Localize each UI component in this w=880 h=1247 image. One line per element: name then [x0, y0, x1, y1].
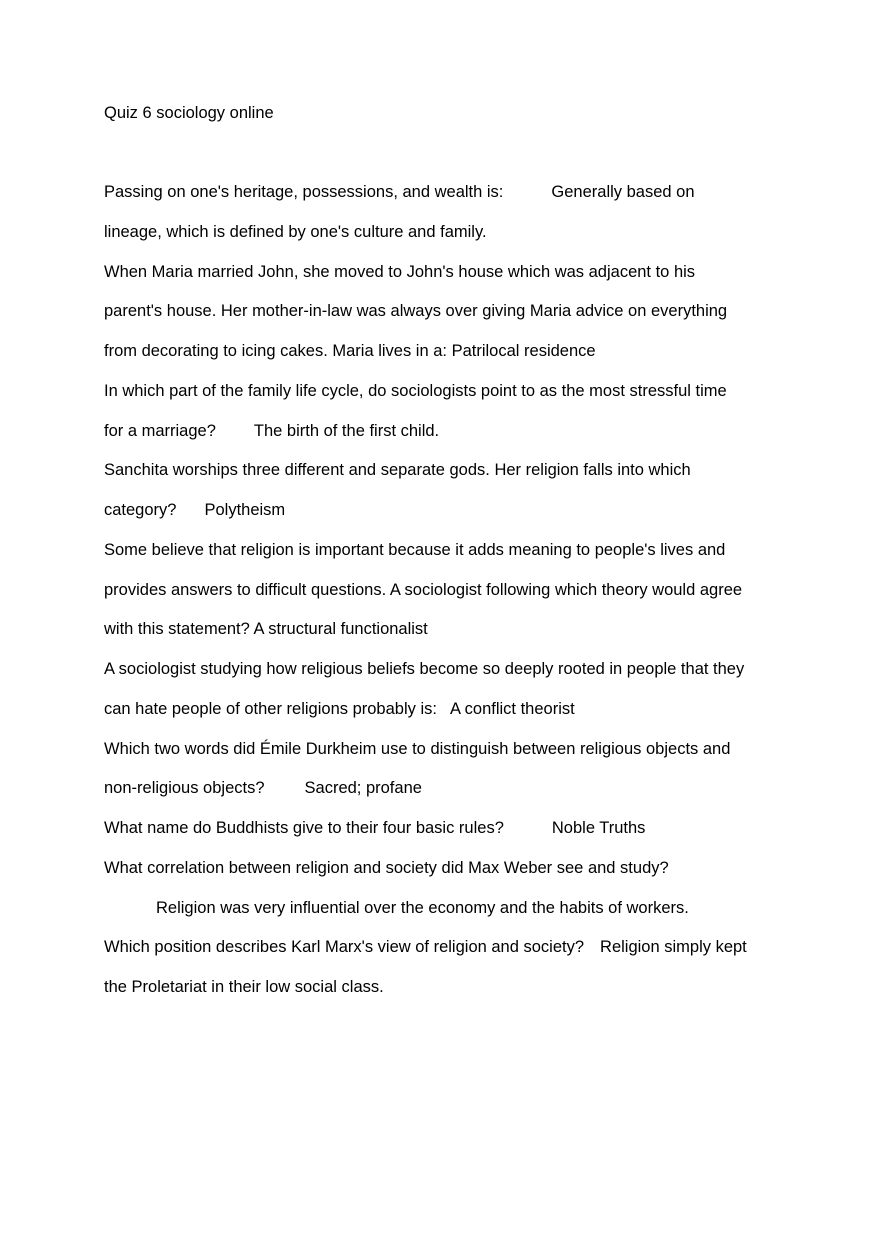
- qa-line: [104, 451, 794, 491]
- qa-line: [104, 213, 794, 253]
- qa-line: [104, 372, 794, 412]
- answer-text: Generally based on: [551, 183, 695, 201]
- question-text: Which two words did Émile Durkheim use to distinguish between religious objects and: [104, 739, 731, 758]
- answer-text: Polytheism: [204, 501, 286, 519]
- answer-text: the Proletariat in their low social class.: [104, 978, 384, 996]
- answer-text: A structural functionalist: [253, 620, 428, 639]
- qa-line: [104, 253, 794, 293]
- question-text: When Maria married John, she moved to John's house which was adjacent to his: [104, 262, 696, 281]
- answer-text: Religion simply kept: [600, 938, 747, 957]
- qa-line: [104, 809, 794, 849]
- question-text: What name do Buddhists give to their four basic rules?: [104, 819, 504, 837]
- quiz-body: [104, 173, 794, 1008]
- answer-text: The birth of the first child.: [253, 421, 440, 440]
- question-text: parent's house. Her mother-in-law was always over giving Maria advice on everything: [104, 302, 728, 321]
- page-title: Quiz 6 sociology online: [104, 104, 274, 122]
- question-text: with this statement?: [104, 620, 250, 639]
- qa-line: [104, 412, 794, 452]
- qa-line: [104, 889, 794, 929]
- answer-text: Patrilocal residence: [451, 342, 596, 360]
- qa-line: [104, 491, 794, 531]
- qa-line: [104, 332, 794, 372]
- answer-text: Noble Truths: [551, 819, 646, 837]
- answer-text: A conflict theorist: [449, 699, 575, 718]
- question-text: non-religious objects?: [104, 779, 265, 798]
- qa-line: [104, 173, 794, 213]
- qa-line: [104, 650, 794, 690]
- question-text: from decorating to icing cakes. Maria lives in a:: [104, 342, 447, 360]
- question-text: category?: [104, 501, 177, 519]
- question-text: A sociologist studying how religious beliefs become so deeply rooted in people that they: [104, 660, 745, 678]
- qa-line: [104, 610, 794, 650]
- qa-line: [104, 571, 794, 611]
- question-text: In which part of the family life cycle, do sociologists point to as the most stressful time: [104, 381, 727, 400]
- answer-text: lineage, which is defined by one's culture and family.: [104, 222, 487, 241]
- question-text: provides answers to difficult questions. A sociologist following which theory would agree: [104, 580, 743, 599]
- question-text: What correlation between religion and society did Max Weber see and study?: [104, 858, 669, 877]
- qa-line: [104, 730, 794, 770]
- question-text: Which position describes Karl Marx's view of religion and society?: [104, 938, 585, 957]
- qa-line: [104, 769, 794, 809]
- qa-line: [104, 292, 794, 332]
- qa-line: [104, 928, 794, 968]
- question-text: for a marriage?: [104, 421, 216, 440]
- question-text: Some believe that religion is important because it adds meaning to people's lives and: [104, 540, 726, 559]
- qa-line: [104, 849, 794, 889]
- qa-line: [104, 968, 794, 1008]
- answer-text: Religion was very influential over the economy and the habits of workers.: [156, 898, 689, 917]
- qa-line: [104, 531, 794, 571]
- question-text: can hate people of other religions probably is:: [104, 699, 437, 718]
- answer-text: Sacred; profane: [304, 779, 422, 798]
- question-text: Sanchita worships three different and separate gods. Her religion falls into which: [104, 461, 691, 480]
- question-text: Passing on one's heritage, possessions, and wealth is:: [104, 183, 504, 201]
- qa-line: [104, 690, 794, 730]
